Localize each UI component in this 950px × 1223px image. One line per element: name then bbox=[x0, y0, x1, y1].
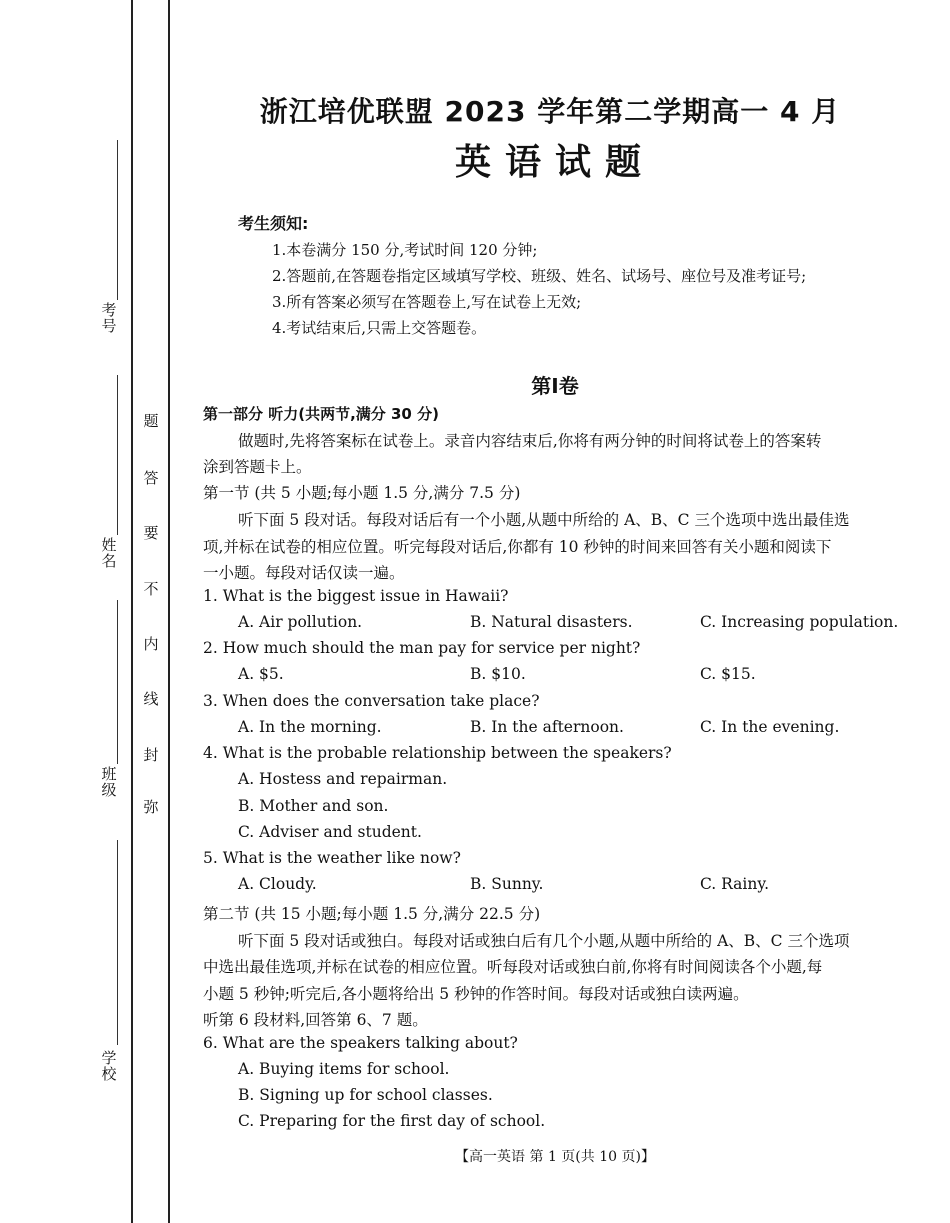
option-a: A. Buying items for school. bbox=[238, 1060, 450, 1078]
section1-heading: 第一节 (共 5 小题;每小题 1.5 分,满分 7.5 分) bbox=[203, 484, 521, 502]
exam-title: 浙江培优联盟 2023 学年第二学期高一 4 月 bbox=[259, 95, 841, 128]
label-name: 姓名 bbox=[101, 536, 117, 570]
section1-intro: 项,并标在试卷的相应位置。听完每段对话后,你都有 10 秒钟的时间来回答有关小题和阅读下 bbox=[203, 538, 832, 556]
option-a: A. Hostess and repairman. bbox=[238, 770, 448, 788]
seal-char: 答 bbox=[143, 469, 159, 487]
label-exam-number: 考号 bbox=[101, 301, 117, 335]
section1-intro: 听下面 5 段对话。每段对话后有一个小题,从题中所给的 A、B、C 三个选项中选出最佳选 bbox=[238, 511, 850, 529]
option-b: B. In the afternoon. bbox=[470, 718, 624, 736]
option-a: A. In the morning. bbox=[238, 718, 382, 736]
seal-char: 封 bbox=[143, 746, 159, 764]
seal-char: 要 bbox=[143, 524, 159, 542]
seal-char: 弥 bbox=[143, 798, 159, 816]
material-instruction: 听第 6 段材料,回答第 6、7 题。 bbox=[203, 1011, 428, 1029]
page-footer: 【高一英语 第 1 页(共 10 页)】 bbox=[455, 1149, 655, 1165]
option-c: C. $15. bbox=[700, 665, 756, 683]
field-line-name bbox=[117, 375, 118, 535]
label-class: 班级 bbox=[101, 765, 117, 799]
notice-item: 2.答题前,在答题卷指定区域填写学校、班级、姓名、试场号、座位号及准考证号; bbox=[272, 267, 807, 285]
question-stem: 3. When does the conversation take place? bbox=[203, 692, 540, 710]
part1-intro: 涂到答题卡上。 bbox=[203, 458, 312, 476]
field-line-class bbox=[117, 600, 118, 764]
option-a: A. Cloudy. bbox=[238, 875, 317, 893]
section1-intro: 一小题。每段对话仅读一遍。 bbox=[203, 564, 405, 582]
question-stem: 2. How much should the man pay for service per night? bbox=[203, 639, 641, 657]
notice-item: 3.所有答案必须写在答题卷上,写在试卷上无效; bbox=[272, 293, 582, 311]
option-c: C. Adviser and student. bbox=[238, 823, 422, 841]
notice-item: 4.考试结束后,只需上交答题卷。 bbox=[272, 319, 487, 337]
seal-char: 内 bbox=[143, 635, 159, 653]
option-b: B. $10. bbox=[470, 665, 526, 683]
option-c: C. Rainy. bbox=[700, 875, 769, 893]
notice-item: 1.本卷满分 150 分,考试时间 120 分钟; bbox=[272, 241, 538, 259]
question-stem: 6. What are the speakers talking about? bbox=[203, 1034, 518, 1052]
part1-intro: 做题时,先将答案标在试卷上。录音内容结束后,你将有两分钟的时间将试卷上的答案转 bbox=[238, 432, 822, 450]
section2-intro: 小题 5 秒钟;听完后,各小题将给出 5 秒钟的作答时间。每段对话或独白读两遍。 bbox=[203, 985, 749, 1003]
option-a: A. $5. bbox=[238, 665, 284, 683]
subject-title: 英语试题 bbox=[454, 142, 655, 183]
section2-intro: 中选出最佳选项,并标在试卷的相应位置。听每段对话或独白前,你将有时间阅读各个小题,每 bbox=[203, 958, 823, 976]
section2-heading: 第二节 (共 15 小题;每小题 1.5 分,满分 22.5 分) bbox=[203, 905, 541, 923]
question-stem: 4. What is the probable relationship between the speakers? bbox=[203, 744, 672, 762]
option-c: C. Preparing for the first day of school. bbox=[238, 1112, 546, 1130]
option-b: B. Signing up for school classes. bbox=[238, 1086, 493, 1104]
option-b: B. Natural disasters. bbox=[470, 613, 633, 631]
question-stem: 1. What is the biggest issue in Hawaii? bbox=[203, 587, 509, 605]
question-stem: 5. What is the weather like now? bbox=[203, 849, 461, 867]
option-a: A. Air pollution. bbox=[238, 613, 363, 631]
option-c: C. In the evening. bbox=[700, 718, 840, 736]
label-school: 学校 bbox=[101, 1049, 117, 1083]
seal-char: 不 bbox=[143, 580, 159, 598]
part1-heading: 第一部分 听力(共两节,满分 30 分) bbox=[203, 405, 439, 423]
option-b: B. Sunny. bbox=[470, 875, 544, 893]
seal-char: 题 bbox=[143, 412, 159, 430]
notice-heading: 考生须知: bbox=[238, 214, 309, 233]
seal-char: 线 bbox=[143, 690, 159, 708]
option-b: B. Mother and son. bbox=[238, 797, 389, 815]
field-line-school bbox=[117, 840, 118, 1045]
volume-title: 第Ⅰ卷 bbox=[531, 374, 579, 398]
section2-intro: 听下面 5 段对话或独白。每段对话或独白后有几个小题,从题中所给的 A、B、C 三个选项 bbox=[238, 932, 850, 950]
option-c: C. Increasing population. bbox=[700, 613, 899, 631]
